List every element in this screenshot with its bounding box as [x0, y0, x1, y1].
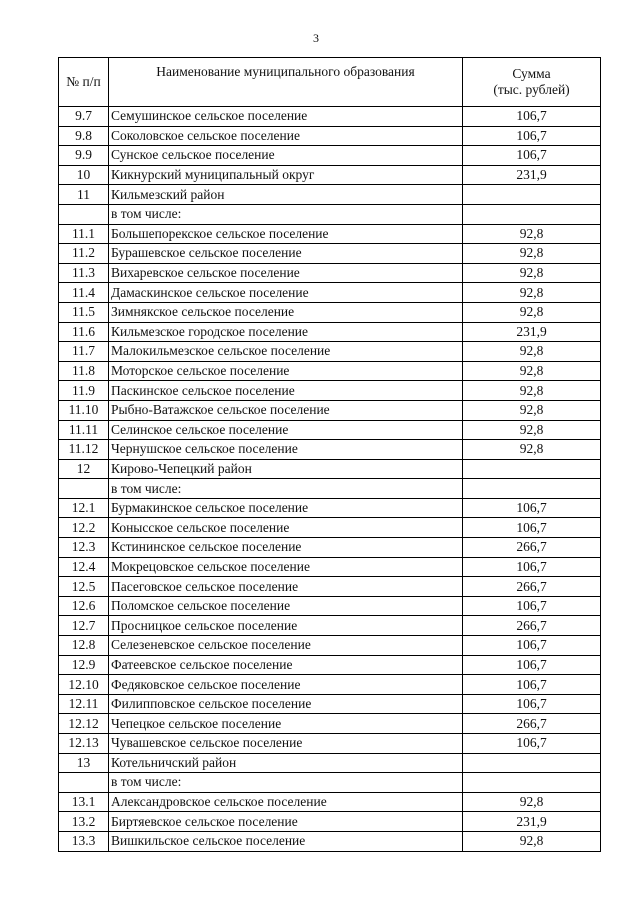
- row-sum: 231,9: [463, 322, 601, 342]
- row-sum: [463, 459, 601, 479]
- row-name: Чувашевское сельское поселение: [109, 734, 463, 754]
- header-sum-line1: Сумма: [512, 66, 551, 81]
- table-row: [59, 400, 601, 420]
- table-row: [59, 322, 601, 342]
- row-sum: 106,7: [463, 734, 601, 754]
- row-name: Котельничский район: [109, 753, 463, 773]
- table-row: [59, 185, 601, 205]
- table-row: [59, 694, 601, 714]
- table-row: [59, 616, 601, 636]
- row-name: Просницкое сельское поселение: [109, 616, 463, 636]
- row-number: 11.3: [59, 263, 109, 283]
- row-number: 13.2: [59, 812, 109, 832]
- row-sum: 92,8: [463, 302, 601, 322]
- row-sum: 106,7: [463, 126, 601, 146]
- table-row: [59, 753, 601, 773]
- row-sum: 231,9: [463, 165, 601, 185]
- table-row: [59, 538, 601, 558]
- row-number: 11.4: [59, 283, 109, 303]
- table-row: [59, 420, 601, 440]
- row-name: Кильмезское городское поселение: [109, 322, 463, 342]
- row-number: [59, 479, 109, 499]
- header-num: № п/п: [59, 58, 109, 107]
- row-name: Вишкильское сельское поселение: [109, 831, 463, 851]
- table-row: [59, 342, 601, 362]
- row-name: Чепецкое сельское поселение: [109, 714, 463, 734]
- table-row: [59, 381, 601, 401]
- row-number: 12.10: [59, 675, 109, 695]
- row-name: Фатеевское сельское поселение: [109, 655, 463, 675]
- row-name: в том числе:: [109, 204, 463, 224]
- table-row: [59, 440, 601, 460]
- row-name: Конысское сельское поселение: [109, 518, 463, 538]
- table-row: [59, 302, 601, 322]
- row-name: Вихаревское сельское поселение: [109, 263, 463, 283]
- row-number: 11.1: [59, 224, 109, 244]
- row-name: Александровское сельское поселение: [109, 792, 463, 812]
- table-row: [59, 126, 601, 146]
- row-number: 12.2: [59, 518, 109, 538]
- row-name: Паскинское сельское поселение: [109, 381, 463, 401]
- row-name: в том числе:: [109, 479, 463, 499]
- table-row: [59, 224, 601, 244]
- row-name: Биртяевское сельское поселение: [109, 812, 463, 832]
- table-row: [59, 518, 601, 538]
- row-name: Селинское сельское поселение: [109, 420, 463, 440]
- row-number: 9.8: [59, 126, 109, 146]
- row-sum: 106,7: [463, 636, 601, 656]
- row-sum: 106,7: [463, 146, 601, 166]
- table-row: [59, 165, 601, 185]
- row-sum: 106,7: [463, 694, 601, 714]
- row-name: в том числе:: [109, 773, 463, 793]
- row-name: Бурашевское сельское поселение: [109, 244, 463, 264]
- row-sum: 92,8: [463, 400, 601, 420]
- row-number: 11: [59, 185, 109, 205]
- row-sum: [463, 753, 601, 773]
- page-number: 3: [313, 31, 319, 45]
- row-name: Моторское сельское поселение: [109, 361, 463, 381]
- row-sum: 92,8: [463, 224, 601, 244]
- table-row: [59, 498, 601, 518]
- row-number: 12.12: [59, 714, 109, 734]
- row-number: 12.4: [59, 557, 109, 577]
- table-row: [59, 636, 601, 656]
- row-name: Сунское сельское поселение: [109, 146, 463, 166]
- row-number: 11.6: [59, 322, 109, 342]
- row-sum: 92,8: [463, 831, 601, 851]
- row-number: 11.7: [59, 342, 109, 362]
- row-sum: 92,8: [463, 792, 601, 812]
- row-sum: 106,7: [463, 557, 601, 577]
- row-sum: 106,7: [463, 498, 601, 518]
- row-number: [59, 773, 109, 793]
- row-name: Поломское сельское поселение: [109, 596, 463, 616]
- row-sum: 92,8: [463, 381, 601, 401]
- row-sum: 106,7: [463, 596, 601, 616]
- row-name: Семушинское сельское поселение: [109, 107, 463, 127]
- municipal-sums-table: [58, 57, 601, 852]
- row-sum: [463, 479, 601, 499]
- row-sum: 92,8: [463, 283, 601, 303]
- row-sum: 266,7: [463, 714, 601, 734]
- row-name: Соколовское сельское поселение: [109, 126, 463, 146]
- row-number: 11.5: [59, 302, 109, 322]
- row-number: 11.12: [59, 440, 109, 460]
- row-sum: 106,7: [463, 518, 601, 538]
- row-sum: 92,8: [463, 440, 601, 460]
- row-sum: 106,7: [463, 107, 601, 127]
- row-number: 12.13: [59, 734, 109, 754]
- row-number: 9.9: [59, 146, 109, 166]
- row-number: 11.10: [59, 400, 109, 420]
- row-number: 12: [59, 459, 109, 479]
- row-sum: [463, 773, 601, 793]
- table-row: [59, 714, 601, 734]
- table-row: [59, 792, 601, 812]
- table-row: [59, 655, 601, 675]
- row-name: Филипповское сельское поселение: [109, 694, 463, 714]
- row-name: Кстининское сельское поселение: [109, 538, 463, 558]
- row-sum: 106,7: [463, 675, 601, 695]
- table-row: [59, 831, 601, 851]
- row-sum: [463, 204, 601, 224]
- row-number: 13.3: [59, 831, 109, 851]
- table-row: [59, 107, 601, 127]
- row-number: 13: [59, 753, 109, 773]
- header-name: Наименование муниципального образования: [109, 58, 463, 107]
- row-sum: 266,7: [463, 538, 601, 558]
- table-row: [59, 283, 601, 303]
- row-name: Дамаскинское сельское поселение: [109, 283, 463, 303]
- row-number: 12.7: [59, 616, 109, 636]
- row-name: Селезеневское сельское поселение: [109, 636, 463, 656]
- row-number: 12.11: [59, 694, 109, 714]
- table-row: [59, 479, 601, 499]
- table-row: [59, 459, 601, 479]
- row-sum: [463, 185, 601, 205]
- row-sum: 266,7: [463, 577, 601, 597]
- row-number: 12.8: [59, 636, 109, 656]
- header-sum-line2: (тыс. рублей): [493, 82, 570, 97]
- row-number: 12.3: [59, 538, 109, 558]
- row-name: Бурмакинское сельское поселение: [109, 498, 463, 518]
- row-number: [59, 204, 109, 224]
- row-number: 11.11: [59, 420, 109, 440]
- table-row: [59, 557, 601, 577]
- row-sum: 266,7: [463, 616, 601, 636]
- table-row: [59, 244, 601, 264]
- row-name: Чернушское сельское поселение: [109, 440, 463, 460]
- table-row: [59, 812, 601, 832]
- table-row: [59, 361, 601, 381]
- row-sum: 92,8: [463, 342, 601, 362]
- row-number: 12.6: [59, 596, 109, 616]
- row-name: Кикнурский муниципальный округ: [109, 165, 463, 185]
- row-number: 13.1: [59, 792, 109, 812]
- table-row: [59, 204, 601, 224]
- row-sum: 92,8: [463, 420, 601, 440]
- table-row: [59, 263, 601, 283]
- row-name: Большепорекское сельское поселение: [109, 224, 463, 244]
- table-row: [59, 734, 601, 754]
- table-row: [59, 577, 601, 597]
- row-name: Рыбно-Ватажское сельское поселение: [109, 400, 463, 420]
- row-number: 11.9: [59, 381, 109, 401]
- row-number: 11.8: [59, 361, 109, 381]
- row-number: 9.7: [59, 107, 109, 127]
- row-number: 11.2: [59, 244, 109, 264]
- table-row: [59, 146, 601, 166]
- row-number: 10: [59, 165, 109, 185]
- row-number: 12.5: [59, 577, 109, 597]
- row-sum: 92,8: [463, 361, 601, 381]
- table-row: [59, 596, 601, 616]
- header-sum: [463, 58, 601, 107]
- row-number: 12.1: [59, 498, 109, 518]
- table-row: [59, 773, 601, 793]
- row-sum: 92,8: [463, 263, 601, 283]
- row-name: Зимнякское сельское поселение: [109, 302, 463, 322]
- row-name: Кильмезский район: [109, 185, 463, 205]
- row-sum: 106,7: [463, 655, 601, 675]
- row-name: Кирово-Чепецкий район: [109, 459, 463, 479]
- row-name: Пасеговское сельское поселение: [109, 577, 463, 597]
- row-sum: 231,9: [463, 812, 601, 832]
- row-name: Мокрецовское сельское поселение: [109, 557, 463, 577]
- table-header-row: [59, 58, 601, 107]
- table-body: [59, 107, 601, 852]
- row-name: Малокильмезское сельское поселение: [109, 342, 463, 362]
- row-sum: 92,8: [463, 244, 601, 264]
- table-row: [59, 675, 601, 695]
- row-number: 12.9: [59, 655, 109, 675]
- row-name: Федяковское сельское поселение: [109, 675, 463, 695]
